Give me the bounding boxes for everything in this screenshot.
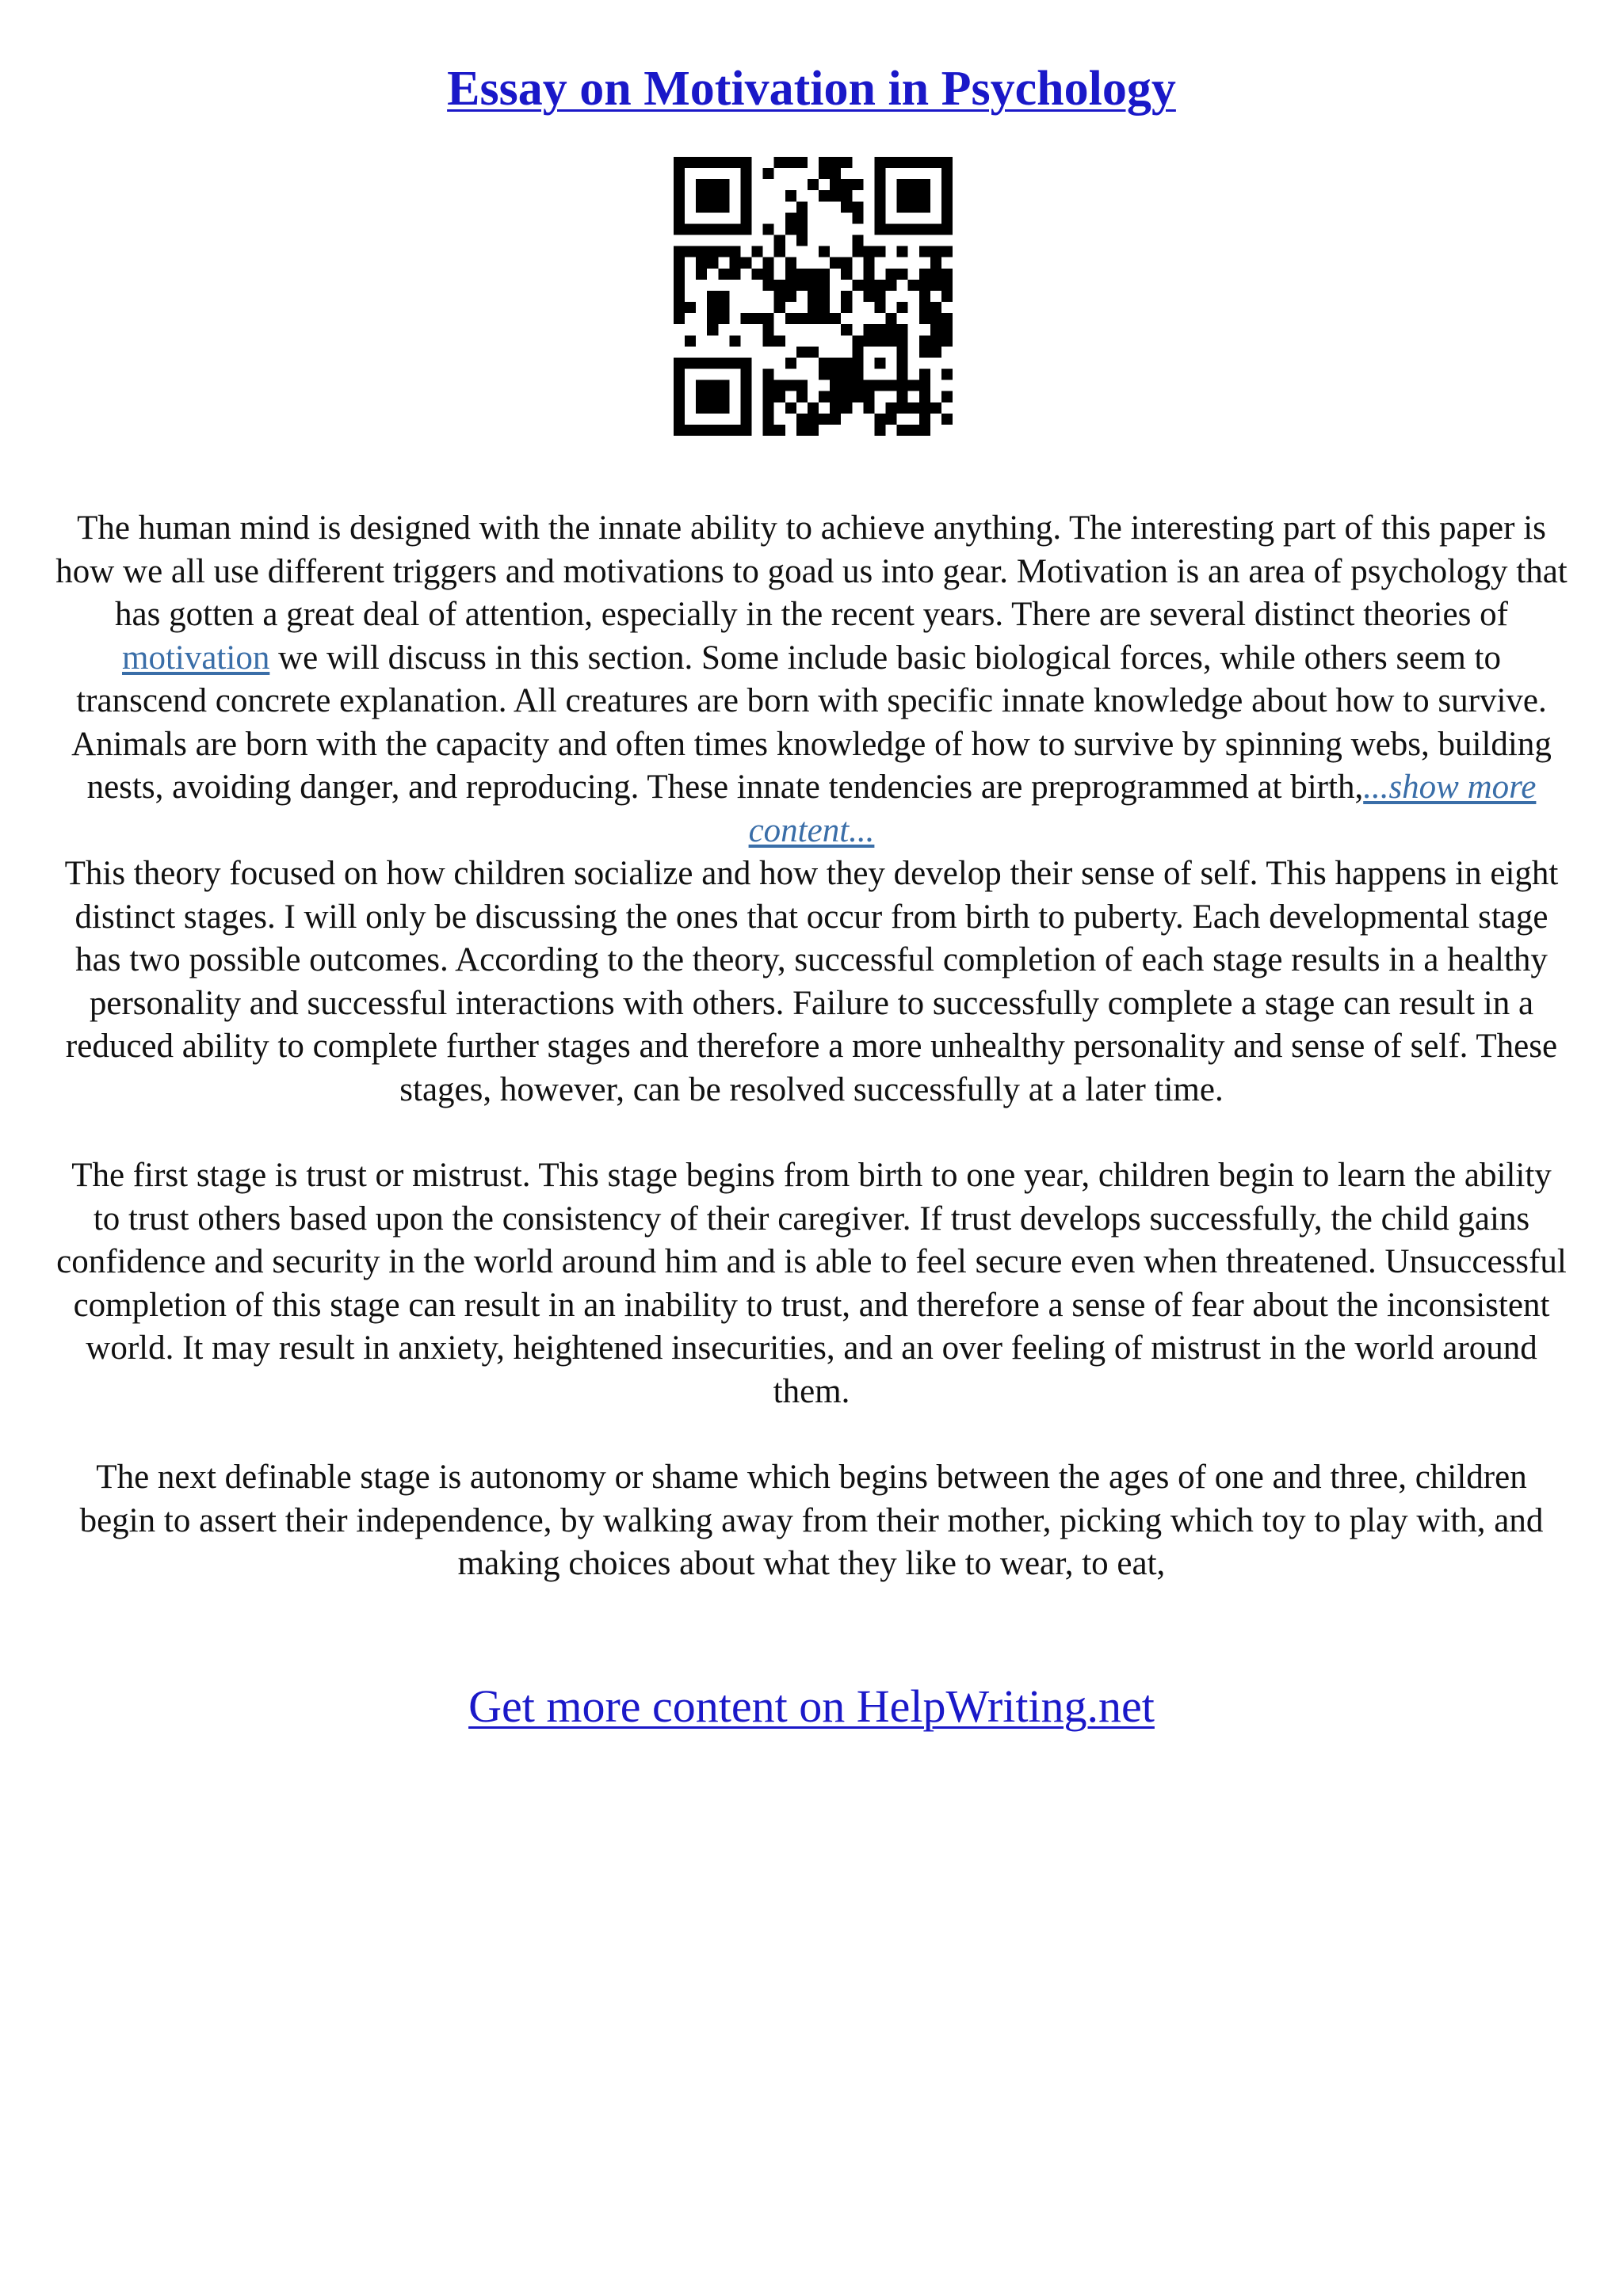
paragraph-intro — [55, 507, 1568, 852]
show-more-link[interactable]: ...show more content... — [748, 769, 1537, 849]
paragraph-intro-text-a: The human mind is designed with the innate ability to achieve anything. The interesting part of this paper is how we all use different triggers and motivations to goad us into gear. Motivation is an area of psychology that has gotten a great deal of attention, especially in the recent years. There are several distinct theories of — [55, 509, 1568, 633]
qr-code-icon — [674, 157, 953, 436]
paragraph-spacer — [55, 1112, 1568, 1154]
paragraph-intro-text-b: we will discuss in this section. Some include basic biological forces, while others seem to transcend concrete explanation. All creatures are born with specific innate knowledge about how to survive. Animals are born with the capacity and often times knowledge of how to survive by spinning webs, building nests, avoiding danger, and reproducing. These innate tendencies are preprogrammed at birth, — [71, 639, 1552, 806]
motivation-link[interactable]: motivation — [122, 639, 270, 677]
page-title-container — [0, 57, 1623, 120]
paragraph-autonomy-stage: The next definable stage is autonomy or shame which begins between the ages of one and three, children begin to assert their independence, by walking away from their mother, picking which toy to play with, and making choices about what they like to wear, to eat, — [79, 1459, 1544, 1582]
paragraph-theory: This theory focused on how children socialize and how they develop their sense of self. This happens in eight distinct stages. I will only be discussing the ones that occur from birth to puberty. Each developmental stage has two possible outcomes. According to the theory, successful completion of each stage results in a healthy personality and successful interactions with others. Failure to successfully complete a stage can result in a reduced ability to complete further stages and therefore a more unhealthy personality and sense of self. These stages, however, can be resolved successfully at a later time. — [64, 855, 1559, 1108]
get-more-content-link[interactable]: Get more content on HelpWriting.net — [468, 1680, 1155, 1732]
paragraph-trust-stage: The first stage is trust or mistrust. This stage begins from birth to one year, children begin to learn the ability to trust others based upon the consistency of their caregiver. If trust develops successfully, the child gains confidence and security in the world around him and is able to feel secure even when threatened. Unsuccessful completion of this stage can result in an inability to trust, and therefore a sense of fear about the inconsistent world. It may result in anxiety, heightened insecurities, and an over feeling of mistrust in the world around them. — [56, 1157, 1567, 1410]
page-title-link[interactable]: Essay on Motivation in Psychology — [447, 62, 1176, 116]
essay-body — [55, 507, 1568, 1586]
footer-link-container — [0, 1678, 1623, 1735]
paragraph-spacer — [55, 1413, 1568, 1456]
